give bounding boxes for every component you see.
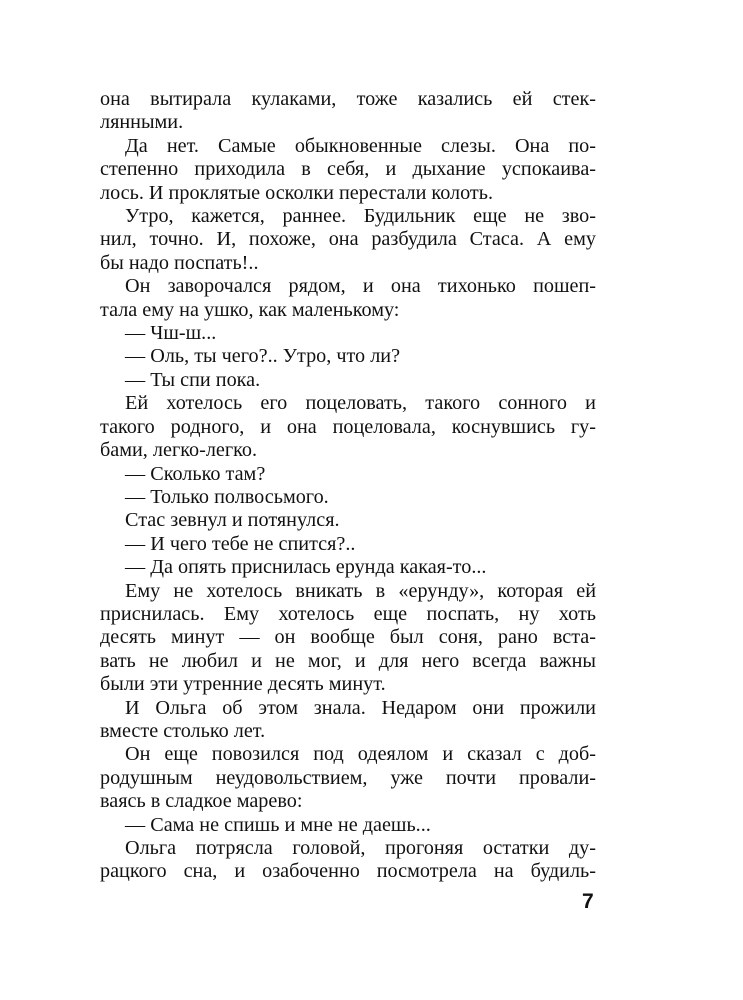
text-line: Ей хотелось его поцеловать, такого сонного и bbox=[125, 392, 596, 415]
text-line: рацкого сна, и озабоченно посмотрела на будиль- bbox=[100, 860, 596, 883]
page-body bbox=[100, 88, 596, 884]
text-line: десять минут — он вообще был соня, рано вста- bbox=[100, 626, 596, 649]
text-line: лось. И проклятые осколки перестали колоть. bbox=[100, 181, 494, 204]
text-line: Ольга потрясла головой, прогоняя остатки ду- bbox=[125, 837, 596, 859]
text-line: нил, точно. И, похоже, она разбудила Стаса. А ему bbox=[100, 228, 596, 251]
text-line: тала ему на ушко, как маленькому: bbox=[100, 298, 400, 321]
text-line: — Оль, ты чего?.. Утро, что ли? bbox=[125, 345, 401, 368]
text-line: Он заворочался рядом, и она тихонько пошеп- bbox=[125, 275, 596, 298]
text-line: она вытирала кулаками, тоже казались ей стек- bbox=[100, 88, 596, 110]
text-line: лянными. bbox=[100, 111, 184, 134]
text-line: бами, легко-легко. bbox=[100, 439, 258, 462]
text-line: — И чего тебе не спится?.. bbox=[125, 532, 356, 555]
text-line: такого родного, и она поцеловала, коснувшись гу- bbox=[100, 415, 596, 438]
text-line: родушным неудовольствием, уже почти провали- bbox=[100, 766, 596, 789]
page-number: 7 bbox=[582, 890, 594, 913]
text-line: И Ольга об этом знала. Недаром они прожили bbox=[125, 696, 596, 719]
text-line: приснилась. Ему хотелось еще поспать, ну хоть bbox=[100, 602, 596, 625]
text-line: — Сама не спишь и мне не даешь... bbox=[125, 813, 431, 836]
text-line: были эти утренние десять минут. bbox=[100, 673, 386, 696]
text-line: Он еще повозился под одеялом и сказал с доб- bbox=[125, 743, 596, 766]
text-line: вать не любил и не мог, и для него всегда важны bbox=[100, 649, 596, 672]
text-line: Утро, кажется, раннее. Будильник еще не зво- bbox=[125, 205, 596, 228]
text-line: Ему не хотелось вникать в «ерунду», которая ей bbox=[125, 579, 596, 602]
text-line: — Чш-ш... bbox=[125, 322, 217, 345]
text-line: — Сколько там? bbox=[125, 462, 266, 485]
text-line: ваясь в сладкое марево: bbox=[100, 790, 303, 813]
text-line: бы надо поспать!.. bbox=[100, 251, 259, 274]
text-line: Да нет. Самые обыкновенные слезы. Она по- bbox=[125, 134, 596, 157]
text-line: — Ты спи пока. bbox=[125, 368, 261, 391]
text-line: степенно приходила в себя, и дыхание успокаива- bbox=[100, 158, 596, 181]
text-line: — Только полвосьмого. bbox=[125, 485, 329, 508]
text-line: вместе столько лет. bbox=[100, 719, 266, 742]
text-line: Стас зевнул и потянулся. bbox=[125, 509, 340, 532]
text-line: — Да опять приснилась ерунда какая-то... bbox=[125, 556, 487, 579]
